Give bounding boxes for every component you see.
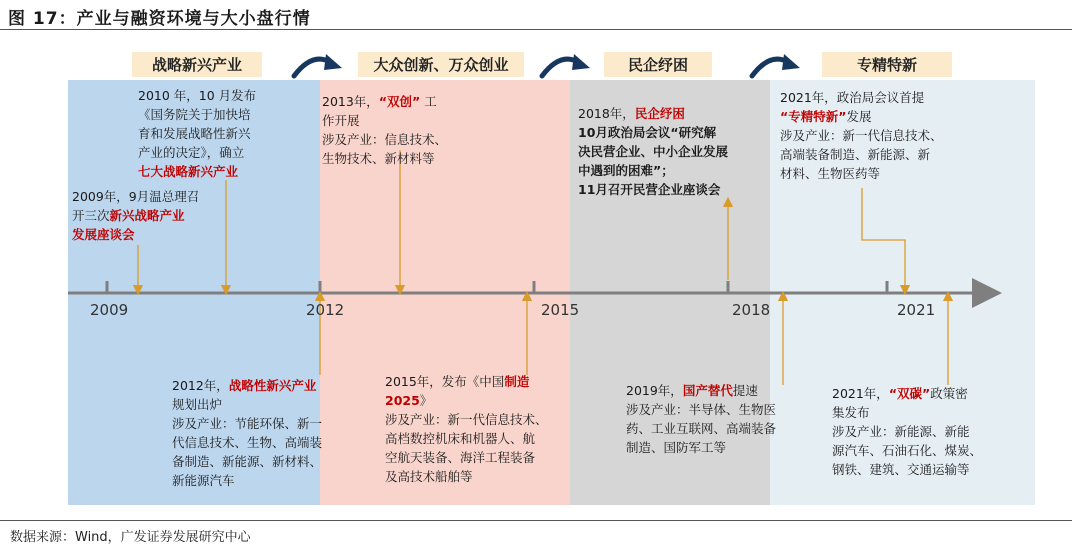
event-2015-made-in-china: 2015年，发布《中国制造 2025》 涉及产业：新一代信息技术、 高档数控机床和机器人、航 空航天装备、海洋工程装备 及高技术船舶等 xyxy=(385,374,548,484)
event-2019-domestic-substitution: 2019年，国产替代提速 涉及产业：半导体、生物医 药、工业互联网、高端装备 制造、国防军工等 xyxy=(626,383,777,455)
phase-label-mass-innovation: 大众创新、万众创业 xyxy=(358,52,524,77)
event-2012-strategic-plan: 2012年，战略性新兴产业 规划出炉 涉及产业：节能环保、新一 代信息技术、生物、高端装 备制造、新能源、新材料、 新能源汽车 xyxy=(172,378,323,488)
axis-ticks xyxy=(107,281,887,293)
phase-label-specialized-new: 专精特新 xyxy=(822,52,952,77)
source-note: 数据来源：Wind，广发证券发展研究中心 xyxy=(10,530,251,545)
event-2009-symposium: 2009年，9月温总理召 开三次新兴战略产业 发展座谈会 xyxy=(72,189,200,242)
year-label-2015: 2015 xyxy=(541,301,580,319)
event-2010-strategic-decision: 2010 年，10 月发布 《国务院关于加快培 育和发展战略性新兴 产业的决定》，确立 七大战略新兴产业 xyxy=(138,88,257,179)
year-label-2012: 2012 xyxy=(306,301,345,319)
event-2013-mass-innovation: 2013年，“双创” 工 作开展 涉及产业：信息技术、 生物技术、新材料等 xyxy=(322,94,448,166)
event-connectors xyxy=(138,150,948,385)
figure-title: 图 17：产业与融资环境与大小盘行情 xyxy=(8,9,311,29)
phase-label-private-relief: 民企纾困 xyxy=(604,52,712,77)
phase-label-strategic-emerging: 战略新兴产业 xyxy=(132,52,262,77)
event-2021-specialized-new: 2021年，政治局会议首提 “专精特新”发展 涉及产业：新一代信息技术、 高端装备制造、新能源、新 材料、生物医药等 xyxy=(780,90,943,181)
year-label-2009: 2009 xyxy=(90,301,129,319)
event-2018-private-relief: 2018年，民企纾困 10月政治局会议“研究解 决民营企业、中小企业发展 中遇到的困难”； 11月召开民营企业座谈会 xyxy=(578,106,729,197)
year-label-2021: 2021 xyxy=(897,301,936,319)
bottom-rule xyxy=(0,520,1072,521)
event-2021-dual-carbon: 2021年，“双碳”政策密 集发布 涉及产业：新能源、新能 源汽车、石油石化、煤炭、 钢铁、建筑、交通运输等 xyxy=(832,386,983,477)
year-label-2018: 2018 xyxy=(732,301,771,319)
connector-2021-top xyxy=(862,188,905,290)
